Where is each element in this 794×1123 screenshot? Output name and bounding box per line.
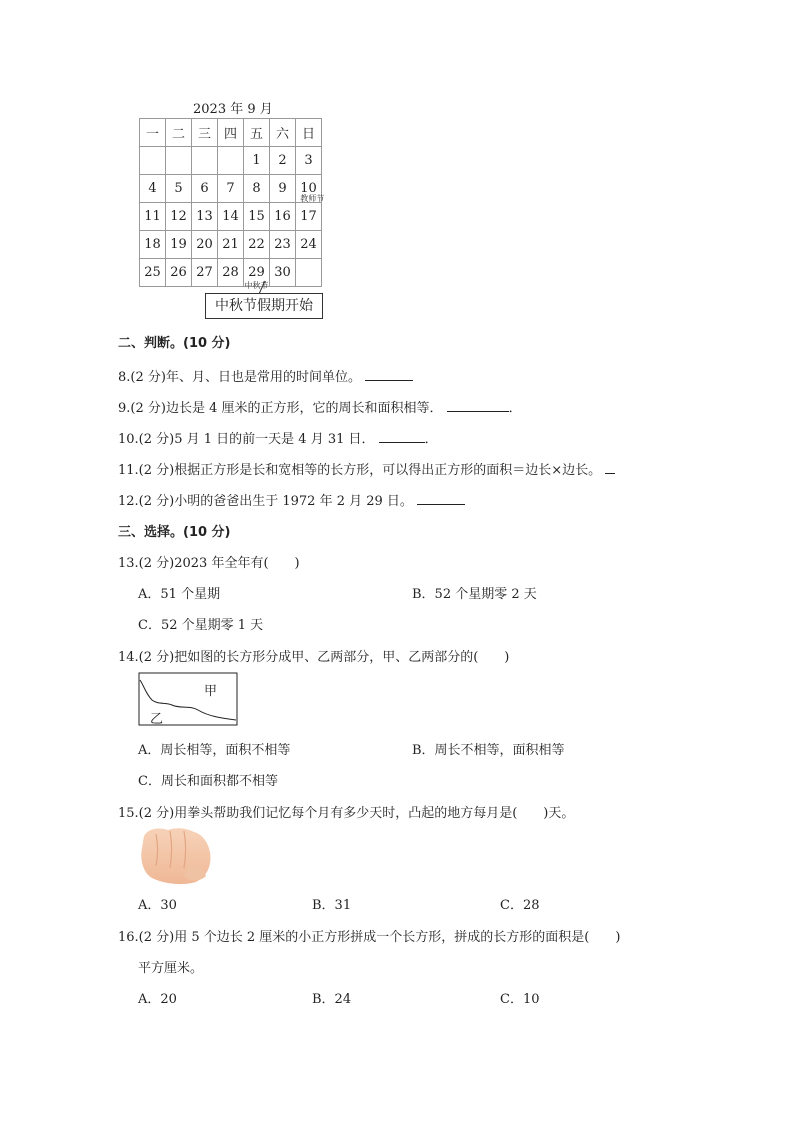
calendar-table: [139, 118, 325, 290]
day-cell: 11: [140, 203, 166, 231]
q16-option-b[interactable]: B．24: [312, 992, 352, 1007]
answer-blank[interactable]: [365, 368, 413, 381]
q14-option-c[interactable]: C．周长和面积都不相等: [138, 774, 278, 789]
q14-option-a[interactable]: A．周长相等，面积不相等: [138, 743, 291, 758]
day-cell: 2: [270, 147, 296, 175]
figure-label-yi: 乙: [150, 712, 164, 727]
q14-option-b[interactable]: B．周长不相等，面积相等: [412, 743, 565, 758]
question-10-text: 10.(2 分)5 月 1 日的前一天是 4 月 31 日．: [118, 432, 375, 447]
day-cell: [218, 147, 244, 175]
day-cell: 13: [192, 203, 218, 231]
question-15: 15.(2 分)用拳头帮助我们记忆每个月有多少天时，凸起的地方每月是( )天。: [118, 806, 575, 821]
q16-option-a[interactable]: A．20: [138, 992, 177, 1007]
calendar-title: 2023 年 9 月: [193, 102, 273, 117]
teachers-day-note: 教师节: [300, 194, 325, 203]
day-cell: 14: [218, 203, 244, 231]
question-9-end: ．: [508, 401, 522, 416]
calendar-week-row: [140, 231, 322, 259]
day-number: 29: [248, 265, 265, 280]
question-8-text: 8.(2 分)年、月、日也是常用的时间单位。: [118, 370, 361, 385]
weekday-fri: 五: [244, 119, 270, 147]
calendar-week-row: [140, 203, 322, 231]
day-cell: 25: [140, 259, 166, 287]
day-cell: 3: [296, 147, 322, 175]
section-3-title: 三、选择。(10 分): [118, 525, 231, 540]
weekday-wed: 三: [192, 119, 218, 147]
day-cell: 26: [166, 259, 192, 287]
answer-blank[interactable]: [417, 492, 465, 505]
weekday-tue: 二: [166, 119, 192, 147]
q15-option-c[interactable]: C．28: [500, 898, 540, 913]
answer-blank[interactable]: [379, 430, 425, 443]
day-cell: 5: [166, 175, 192, 203]
q13-option-a[interactable]: A．51 个星期: [138, 587, 221, 602]
day-cell: 18: [140, 231, 166, 259]
day-cell: 23: [270, 231, 296, 259]
day-number: 10: [300, 181, 317, 196]
day-cell: 7: [218, 175, 244, 203]
day-cell: 8: [244, 175, 270, 203]
question-14: 14.(2 分)把如图的长方形分成甲、乙两部分，甲、乙两部分的( ): [118, 650, 510, 665]
calendar-week-row: [140, 175, 322, 203]
day-cell: 21: [218, 231, 244, 259]
question-12: [118, 490, 465, 509]
day-cell: [192, 147, 218, 175]
day-cell: 30: [270, 259, 296, 287]
calendar-week-row: [140, 147, 322, 175]
section-2-title: 二、判断。(10 分): [118, 336, 231, 351]
answer-blank[interactable]: [605, 461, 615, 474]
day-cell: 1: [244, 147, 270, 175]
weekday-sun: 日: [296, 119, 322, 147]
answer-blank[interactable]: [447, 399, 509, 412]
q14-rectangle-figure: [138, 672, 240, 732]
question-13: 13.(2 分)2023 年全年有( ): [118, 556, 300, 571]
day-cell: [166, 147, 192, 175]
day-cell: [296, 259, 322, 287]
fist-image: [138, 826, 214, 890]
q13-option-c[interactable]: C．52 个星期零 1 天: [138, 618, 264, 633]
question-10: [118, 428, 438, 447]
day-cell-teachers-day: [296, 175, 325, 203]
question-10-end: ．: [424, 432, 438, 447]
q13-option-b[interactable]: B．52 个星期零 2 天: [412, 587, 537, 602]
calendar-week-row: [140, 259, 322, 287]
day-cell: 4: [140, 175, 166, 203]
q15-option-b[interactable]: B．31: [312, 898, 352, 913]
q15-option-a[interactable]: A．30: [138, 898, 177, 913]
day-cell: 27: [192, 259, 218, 287]
day-cell: 19: [166, 231, 192, 259]
fist-icon: [138, 826, 214, 886]
day-cell: 6: [192, 175, 218, 203]
day-cell: 12: [166, 203, 192, 231]
day-cell: 15: [244, 203, 270, 231]
question-9: [118, 397, 522, 416]
weekday-sat: 六: [270, 119, 296, 147]
question-16-continuation: 平方厘米。: [138, 961, 204, 976]
day-cell: 24: [296, 231, 322, 259]
day-cell: 9: [270, 175, 296, 203]
figure-label-jia: 甲: [204, 684, 218, 699]
day-cell: [140, 147, 166, 175]
mid-autumn-note: 中秋节: [244, 281, 269, 290]
question-11: [118, 459, 615, 478]
weekday-thu: 四: [218, 119, 244, 147]
day-cell: 17: [296, 203, 322, 231]
day-cell: 22: [244, 231, 270, 259]
day-cell: 16: [270, 203, 296, 231]
day-cell: 20: [192, 231, 218, 259]
q16-option-c[interactable]: C．10: [500, 992, 540, 1007]
question-16: 16.(2 分)用 5 个边长 2 厘米的小正方形拼成一个长方形，拼成的长方形的面积是( ): [118, 930, 621, 945]
holiday-label-box: 中秋节假期开始: [205, 293, 323, 319]
calendar-header-row: [140, 119, 322, 147]
question-8: [118, 366, 413, 385]
question-12-text: 12.(2 分)小明的爸爸出生于 1972 年 2 月 29 日。: [118, 494, 413, 509]
weekday-mon: 一: [140, 119, 166, 147]
day-cell: 28: [218, 259, 244, 287]
question-9-text: 9.(2 分)边长是 4 厘米的正方形，它的周长和面积相等．: [118, 401, 443, 416]
question-11-text: 11.(2 分)根据正方形是长和宽相等的长方形，可以得出正方形的面积＝边长×边长。: [118, 463, 602, 478]
